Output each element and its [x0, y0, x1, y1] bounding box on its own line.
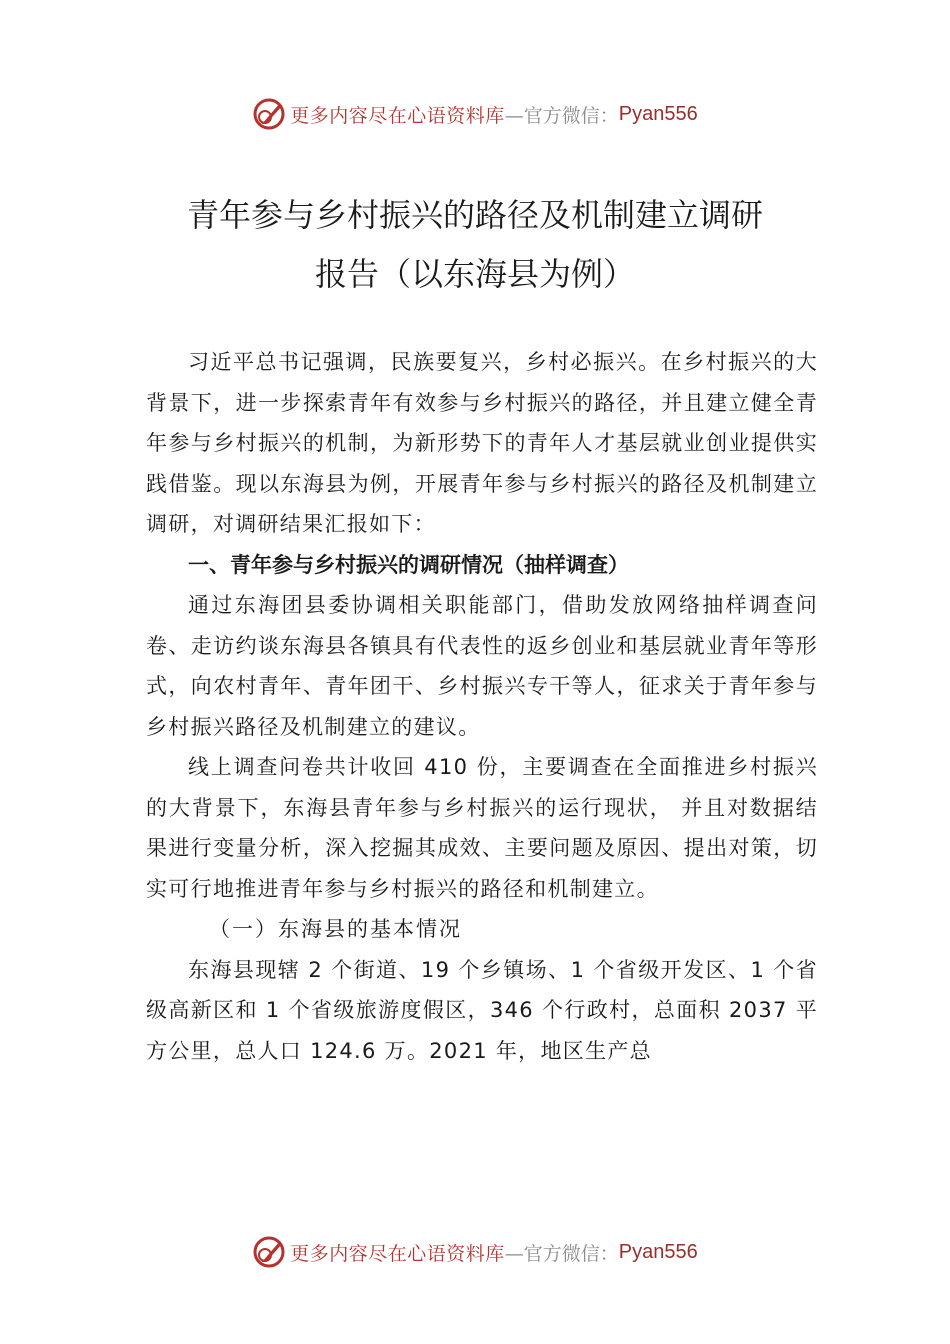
intro-paragraph: 习近平总书记强调，民族要复兴，乡村必振兴。在乡村振兴的大背景下，进一步探索青年有效参与乡村振兴的路径，并且建立健全青年参与乡村振兴的机制，为新形势下的青年人才基层就业创业提供实践借鉴。现以东海县为例，开展青年参与乡村振兴的路径及机制建立调研，对调研结果汇报如下： — [146, 350, 818, 536]
quill-logo-icon — [252, 97, 286, 131]
watermark-text: 更多内容尽在心语资料库 — [290, 104, 505, 127]
watermark-separator: —官方微信： — [504, 104, 619, 127]
section1-heading: 一、青年参与乡村振兴的调研情况（抽样调查） — [188, 552, 629, 577]
document-body — [146, 342, 818, 1071]
subsection1-heading: （一）东海县的基本情况 — [209, 917, 462, 941]
footer-watermark — [0, 1232, 950, 1272]
header-watermark — [0, 94, 950, 134]
watermark-wechat-id: Pyan556 — [618, 102, 698, 125]
section1-paragraph-1: 通过东海团县委协调相关职能部门，借助发放网络抽样调查问卷、走访约谈东海县各镇具有代表性的返乡创业和基层就业青年等形式，向农村青年、青年团干、乡村振兴专干等人，征求关于青年参与乡村振兴路径及机制建立的建议。 — [146, 593, 818, 739]
section1-paragraph-2: 线上调查问卷共计收回 410 份，主要调查在全面推进乡村振兴的大背景下，东海县青年参与乡村振兴的运行现状， 并且对数据结果进行变量分析，深入挖掘其成效、主要问题及原因、提出对策，切实可行地推进青年参与乡村振兴的路径和机制建立。 — [146, 755, 818, 901]
watermark-text: 更多内容尽在心语资料库 — [290, 1242, 505, 1265]
document-title-line2: 报告（以东海县为例） — [314, 255, 635, 293]
subsection1-paragraph-1: 东海县现辖 2 个街道、19 个乡镇场、1 个省级开发区、1 个省级高新区和 1 个省级旅游度假区，346 个行政村，总面积 2037 平方公里，总人口 124.6 万。2021 年，地区生产总 — [146, 957, 818, 1063]
quill-logo-icon — [252, 1235, 286, 1269]
watermark-wechat-id: Pyan556 — [618, 1240, 698, 1263]
document-title-line1: 青年参与乡村振兴的路径及机制建立调研 — [186, 196, 763, 234]
watermark-separator: —官方微信： — [504, 1242, 619, 1265]
